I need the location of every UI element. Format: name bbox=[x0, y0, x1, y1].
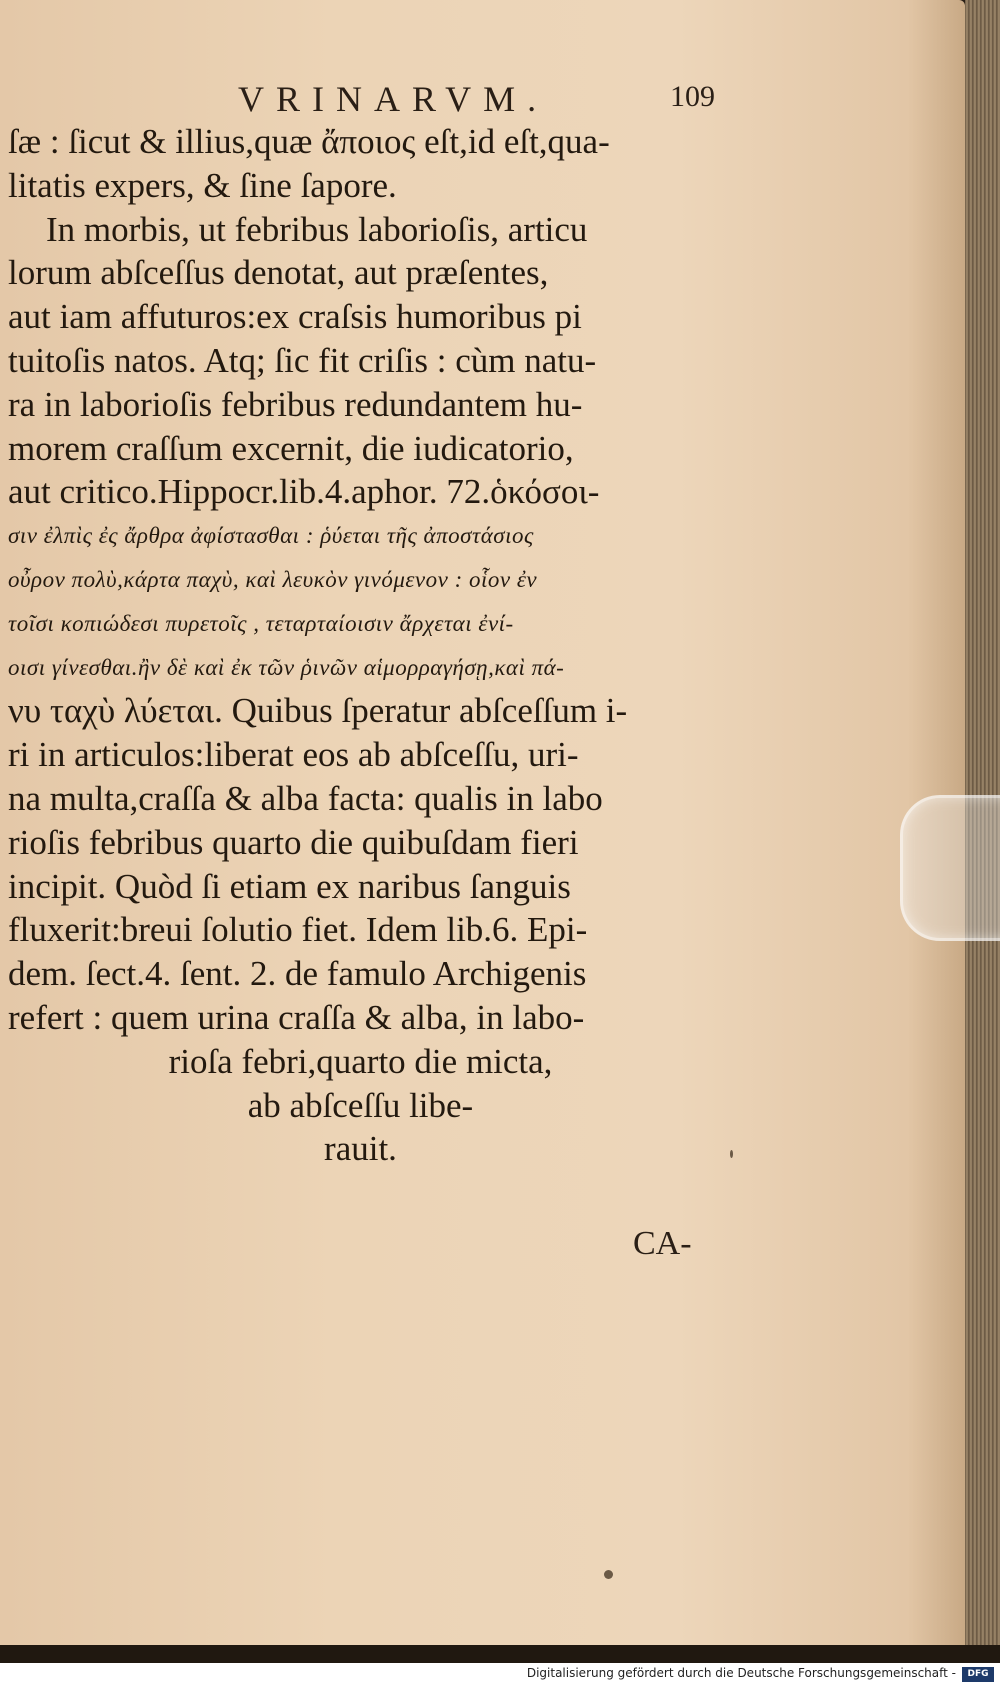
greek-line: σιν ἐλπὶς ἐς ἄρθρα ἀφίστασθαι : ῥύεται τῆς ἀποστάσιος bbox=[8, 523, 534, 549]
text-line: ſæ : ſicut & illius,quæ ἄποιος eſt,id eſt,qua- bbox=[8, 122, 610, 161]
text-line: rioſis febribus quarto die quibuſdam fieri bbox=[8, 822, 579, 862]
text-line: ri in articulos:liberat eos ab abſceſſu, uri- bbox=[8, 735, 579, 775]
greek-line: οὖρον πολὺ,κάρτα παχὺ, καὶ λευκὸν γινόμενον : οἷον ἐν bbox=[8, 566, 538, 592]
text-line: fluxerit:breui ſolutio fiet. Idem lib.6. Epi- bbox=[8, 910, 588, 950]
text-line: νυ ταχὺ λύεται. Quibus ſperatur abſceſſum i- bbox=[8, 691, 628, 731]
text-line: refert : quem urina craſſa & alba, in labo- bbox=[8, 997, 585, 1037]
text-line: aut iam affuturos:ex craſsis humoribus pi bbox=[8, 297, 582, 337]
page-number: 109 bbox=[670, 80, 715, 113]
dfg-logo-icon: DFG bbox=[962, 1667, 994, 1682]
funding-credit: Digitalisierung gefördert durch die Deutsche Forschungsgemeinschaft - bbox=[526, 1666, 956, 1680]
page-header bbox=[0, 70, 965, 120]
text-line: morem craſſum excernit, die iudicatorio, bbox=[8, 428, 574, 468]
text-line: tuitoſis natos. Atq; ſic fit criſis : cùm natu- bbox=[8, 340, 597, 380]
text-line: litatis expers, & ſine ſapore. bbox=[8, 165, 397, 205]
text-line: ab abſceſſu libe- bbox=[247, 1085, 474, 1125]
paper-speck bbox=[604, 1570, 613, 1579]
greek-line: οισι γίνεσθαι.ἢν δὲ καὶ ἐκ τῶν ῥινῶν αἱμορραγήσῃ,καὶ πά- bbox=[8, 654, 565, 680]
text-line: aut critico.Hippocr.lib.4.aphor. 72.ὁκόσοι- bbox=[8, 472, 600, 512]
page-clip bbox=[900, 795, 1000, 941]
running-title: VRINARVM. bbox=[238, 79, 549, 119]
greek-line: τοῖσι κοπιώδεσι πυρετοῖς , τεταρταίοισιν ἄρχεται ἐνί- bbox=[8, 610, 514, 636]
text-line: dem. ſect.4. ſent. 2. de famulo Archigenis bbox=[8, 954, 587, 994]
text-line: rioſa febri,quarto die micta, bbox=[168, 1041, 553, 1081]
body-text bbox=[8, 120, 713, 1171]
text-line: na multa,craſſa & alba facta: qualis in labo bbox=[8, 778, 603, 818]
text-line: rauit. bbox=[324, 1129, 397, 1169]
text-line: ra in laborioſis febribus redundantem hu- bbox=[8, 384, 583, 424]
text-line: lorum abſceſſus denotat, aut præſentes, bbox=[8, 253, 549, 293]
paper-speck bbox=[730, 1150, 733, 1158]
footer-bar bbox=[0, 1663, 1000, 1687]
catchword: CA- bbox=[633, 1225, 692, 1262]
page-shadow bbox=[0, 1645, 1000, 1665]
text-line: incipit. Quòd ſi etiam ex naribus ſanguis bbox=[8, 866, 571, 906]
text-line: In morbis, ut febribus laborioſis, articu bbox=[46, 209, 588, 249]
